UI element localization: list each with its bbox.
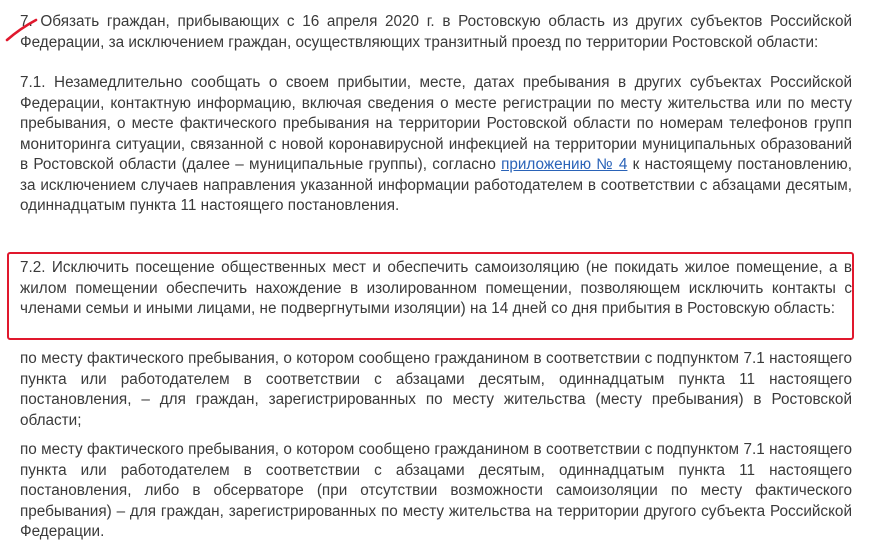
appendix-4-link[interactable]: приложению № 4 [501, 156, 628, 173]
paragraph-7-1-text-end: к настоящему постановлению, за исключением случаев направления указанной информации работодателем в соответствии с абзацами десятым, одиннадцатым пункта 11 настоящего постановления. [20, 156, 852, 214]
paragraph-7-2-item-1: по месту фактического пребывания, о котором сообщено гражданином в соответствии с подпунктом 7.1 настоящего пункта или работодателем в соответствии с абзацами десятым, одиннадцатым пункта 11 настоящего постановления, – для граждан, зарегистрированных по месту жительства (месту пребывания) в Ростовской области; [20, 350, 852, 429]
paragraph-7-1 [20, 73, 852, 217]
paragraph-7: 7. Обязать граждан, прибывающих с 16 апреля 2020 г. в Ростовскую область из других субъектов Российской Федерации, за исключением граждан, осуществляющих транзитный проезд по территории Ростовской области: [20, 13, 852, 51]
document-body [20, 12, 852, 239]
paragraph-7-2-item-2: по месту фактического пребывания, о котором сообщено гражданином в соответствии с подпунктом 7.1 настоящего пункта или работодателем в соответствии с абзацами десятым, одиннадцатым пункта 11 настоящего постановления, либо в обсерваторе (при отсутствии возможности самоизоляции по месту фактического пребывания) – для граждан, зарегистрированных по месту жительства на территории другого субъекта Российской Федерации. [20, 441, 852, 540]
paragraph-7-2: 7.2. Исключить посещение общественных мест и обеспечить самоизоляцию (не покидать жилое помещение, а в жилом помещении обеспечить нахождение в изолированном помещении, позволяющем исключить контакты с членами семьи и иными лицами, не подвергнутыми изоляции) на 14 дней со дня прибытия в Ростовскую область: [20, 259, 852, 317]
paragraph-7-1-text: 7.1. Незамедлительно сообщать о своем прибытии, месте, датах пребывания в других субъектах Российской Федерации, контактную информацию, включая сведения о месте регистрации по месту жительства или по месту пребывания, о месте фактического пребывания на территории Ростовской области по номерам телефонов групп мониторинга ситуации, связанной с новой коронавирусной инфекцией на территории муниципальных образований в Ростовской области (далее – муниципальные группы), согласно [20, 74, 852, 173]
